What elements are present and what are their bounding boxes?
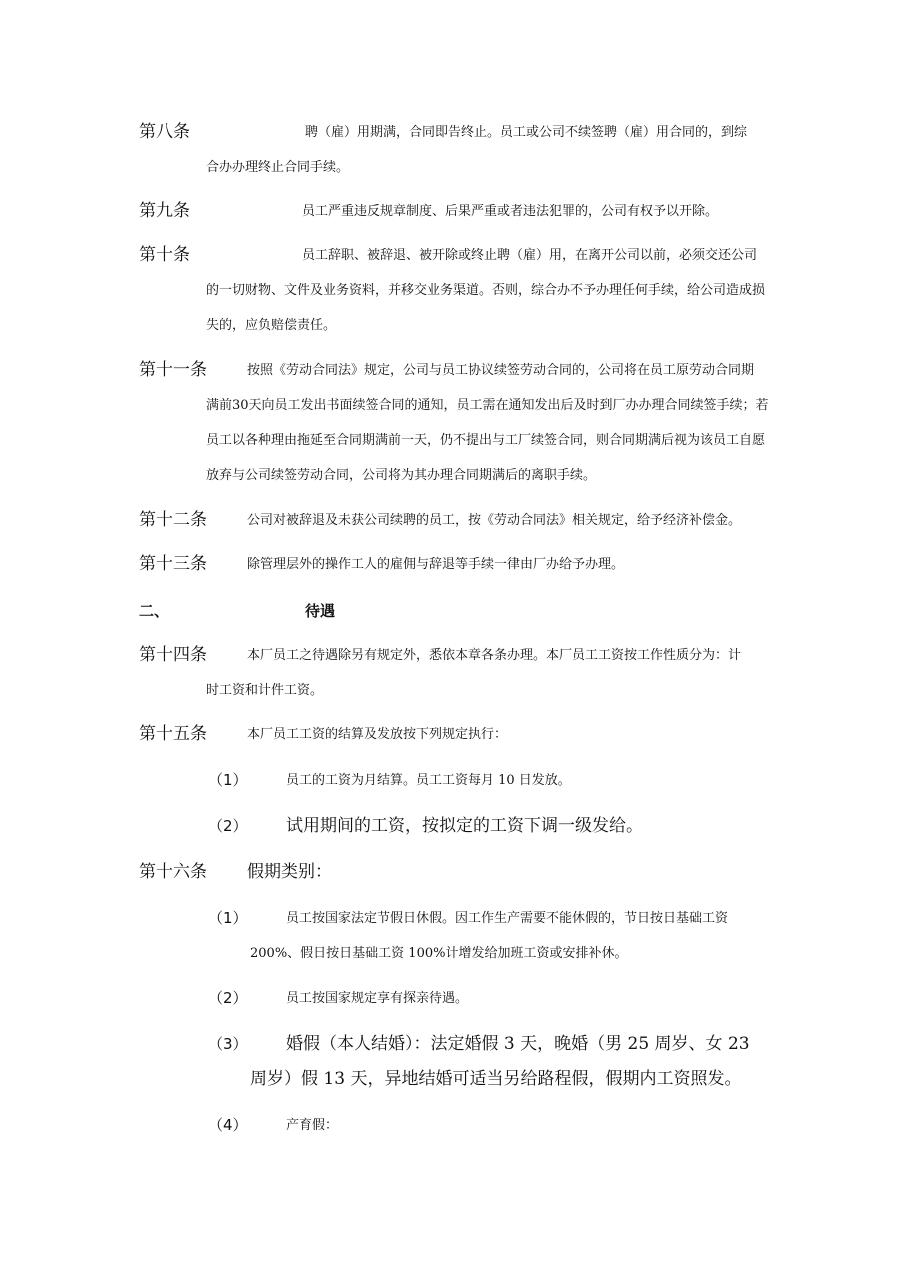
item-text: 员工的工资为月结算。员工工资每月 10 日发放。 <box>286 773 571 788</box>
list-item <box>208 816 771 844</box>
article-text-continued: 合办办理终止合同手续。 <box>206 160 350 175</box>
article-label: 第十一条 <box>139 360 207 380</box>
article-label: 第十条 <box>139 245 190 265</box>
article-9 <box>139 201 771 229</box>
article-label: 第十六条 <box>139 862 207 882</box>
article-14 <box>139 645 771 708</box>
article-10 <box>139 245 771 343</box>
section-number: 二、 <box>139 602 170 620</box>
article-text: 聘（雇）用期满，合同即告终止。员工或公司不续签聘（雇）用合同的，到综 <box>305 125 748 140</box>
article-text: 本厂员工工资的结算及发放按下列规定执行： <box>247 727 508 742</box>
article-text: 员工辞职、被辞退、被开除或终止聘（雇）用，在离开公司以前，必须交还公司 <box>302 248 758 263</box>
item-number: （2） <box>208 989 248 1007</box>
article-15 <box>139 724 771 752</box>
article-16 <box>139 862 771 890</box>
article-8 <box>139 122 771 185</box>
item-text: 员工按国家法定节假日休假。因工作生产需要不能休假的，节日按日基础工资 <box>286 911 729 926</box>
item-number: （1） <box>208 771 248 789</box>
article-text: 员工严重违反规章制度、后果严重或者违法犯罪的，公司有权予以开除。 <box>302 204 719 219</box>
article-text: 按照《劳动合同法》规定，公司与员工协议续签劳动合同的，公司将在员工原劳动合同期 <box>247 363 755 378</box>
list-item <box>208 908 771 971</box>
article-label: 第八条 <box>139 122 190 142</box>
item-number: （2） <box>208 817 248 835</box>
article-text: 本厂员工之待遇除另有规定外，悉依本章各条办理。本厂员工工资按工作性质分为：计 <box>247 648 742 663</box>
item-text: 试用期间的工资，按拟定的工资下调一级发给。 <box>286 816 643 836</box>
item-text: 产育假： <box>286 1118 339 1133</box>
item-number: （4） <box>208 1116 248 1134</box>
article-text-continued: 满前30天向员工发出书面续签合同的通知，员工需在通知发出后及时到厂办办理合同续签手续；若员工以各种理由拖延至合同期满前一天，仍不提出与工厂续签合同，则合同期满后视为该员工自愿放弃与公司续签劳动合同，公司将为其办理合同期满后的离职手续。 <box>206 398 769 483</box>
article-text-continued: 的一切财物、文件及业务资料，并移交业务渠道。否则，综合办不予办理任何手续，给公司造成损失的，应负赔偿责任。 <box>206 283 766 333</box>
article-text-continued: 时工资和计件工资。 <box>206 683 324 698</box>
article-label: 第十五条 <box>139 724 207 744</box>
item-text: 员工按国家规定享有探亲待遇。 <box>286 991 469 1006</box>
item-number: （1） <box>208 909 248 927</box>
article-text: 除管理层外的操作工人的雇佣与辞退等手续一律由厂办给予办理。 <box>247 557 625 572</box>
list-item <box>208 1034 771 1097</box>
item-text-continued: 200%、假日按日基础工资 100%计增发给加班工资或安排补休。 <box>250 946 628 961</box>
article-12 <box>139 510 771 538</box>
article-13 <box>139 554 771 582</box>
section-title: 待遇 <box>305 602 336 620</box>
article-11 <box>139 360 771 493</box>
article-label: 第十二条 <box>139 510 207 530</box>
article-label: 第十三条 <box>139 554 207 574</box>
article-text: 假期类别： <box>247 862 332 882</box>
list-item <box>208 988 771 1016</box>
article-label: 第九条 <box>139 201 190 221</box>
item-number: （3） <box>208 1035 248 1053</box>
item-text: 婚假（本人结婚）：法定婚假 3 天，晚婚（男 25 周岁、女 23 <box>286 1034 750 1054</box>
list-item <box>208 1115 771 1143</box>
article-label: 第十四条 <box>139 645 207 665</box>
item-text-continued: 周岁）假 13 天，异地结婚可适当另给路程假，假期内工资照发。 <box>250 1069 742 1089</box>
list-item <box>208 770 771 798</box>
article-text: 公司对被辞退及未获公司续聘的员工，按《劳动合同法》相关规定，给予经济补偿金。 <box>247 513 742 528</box>
